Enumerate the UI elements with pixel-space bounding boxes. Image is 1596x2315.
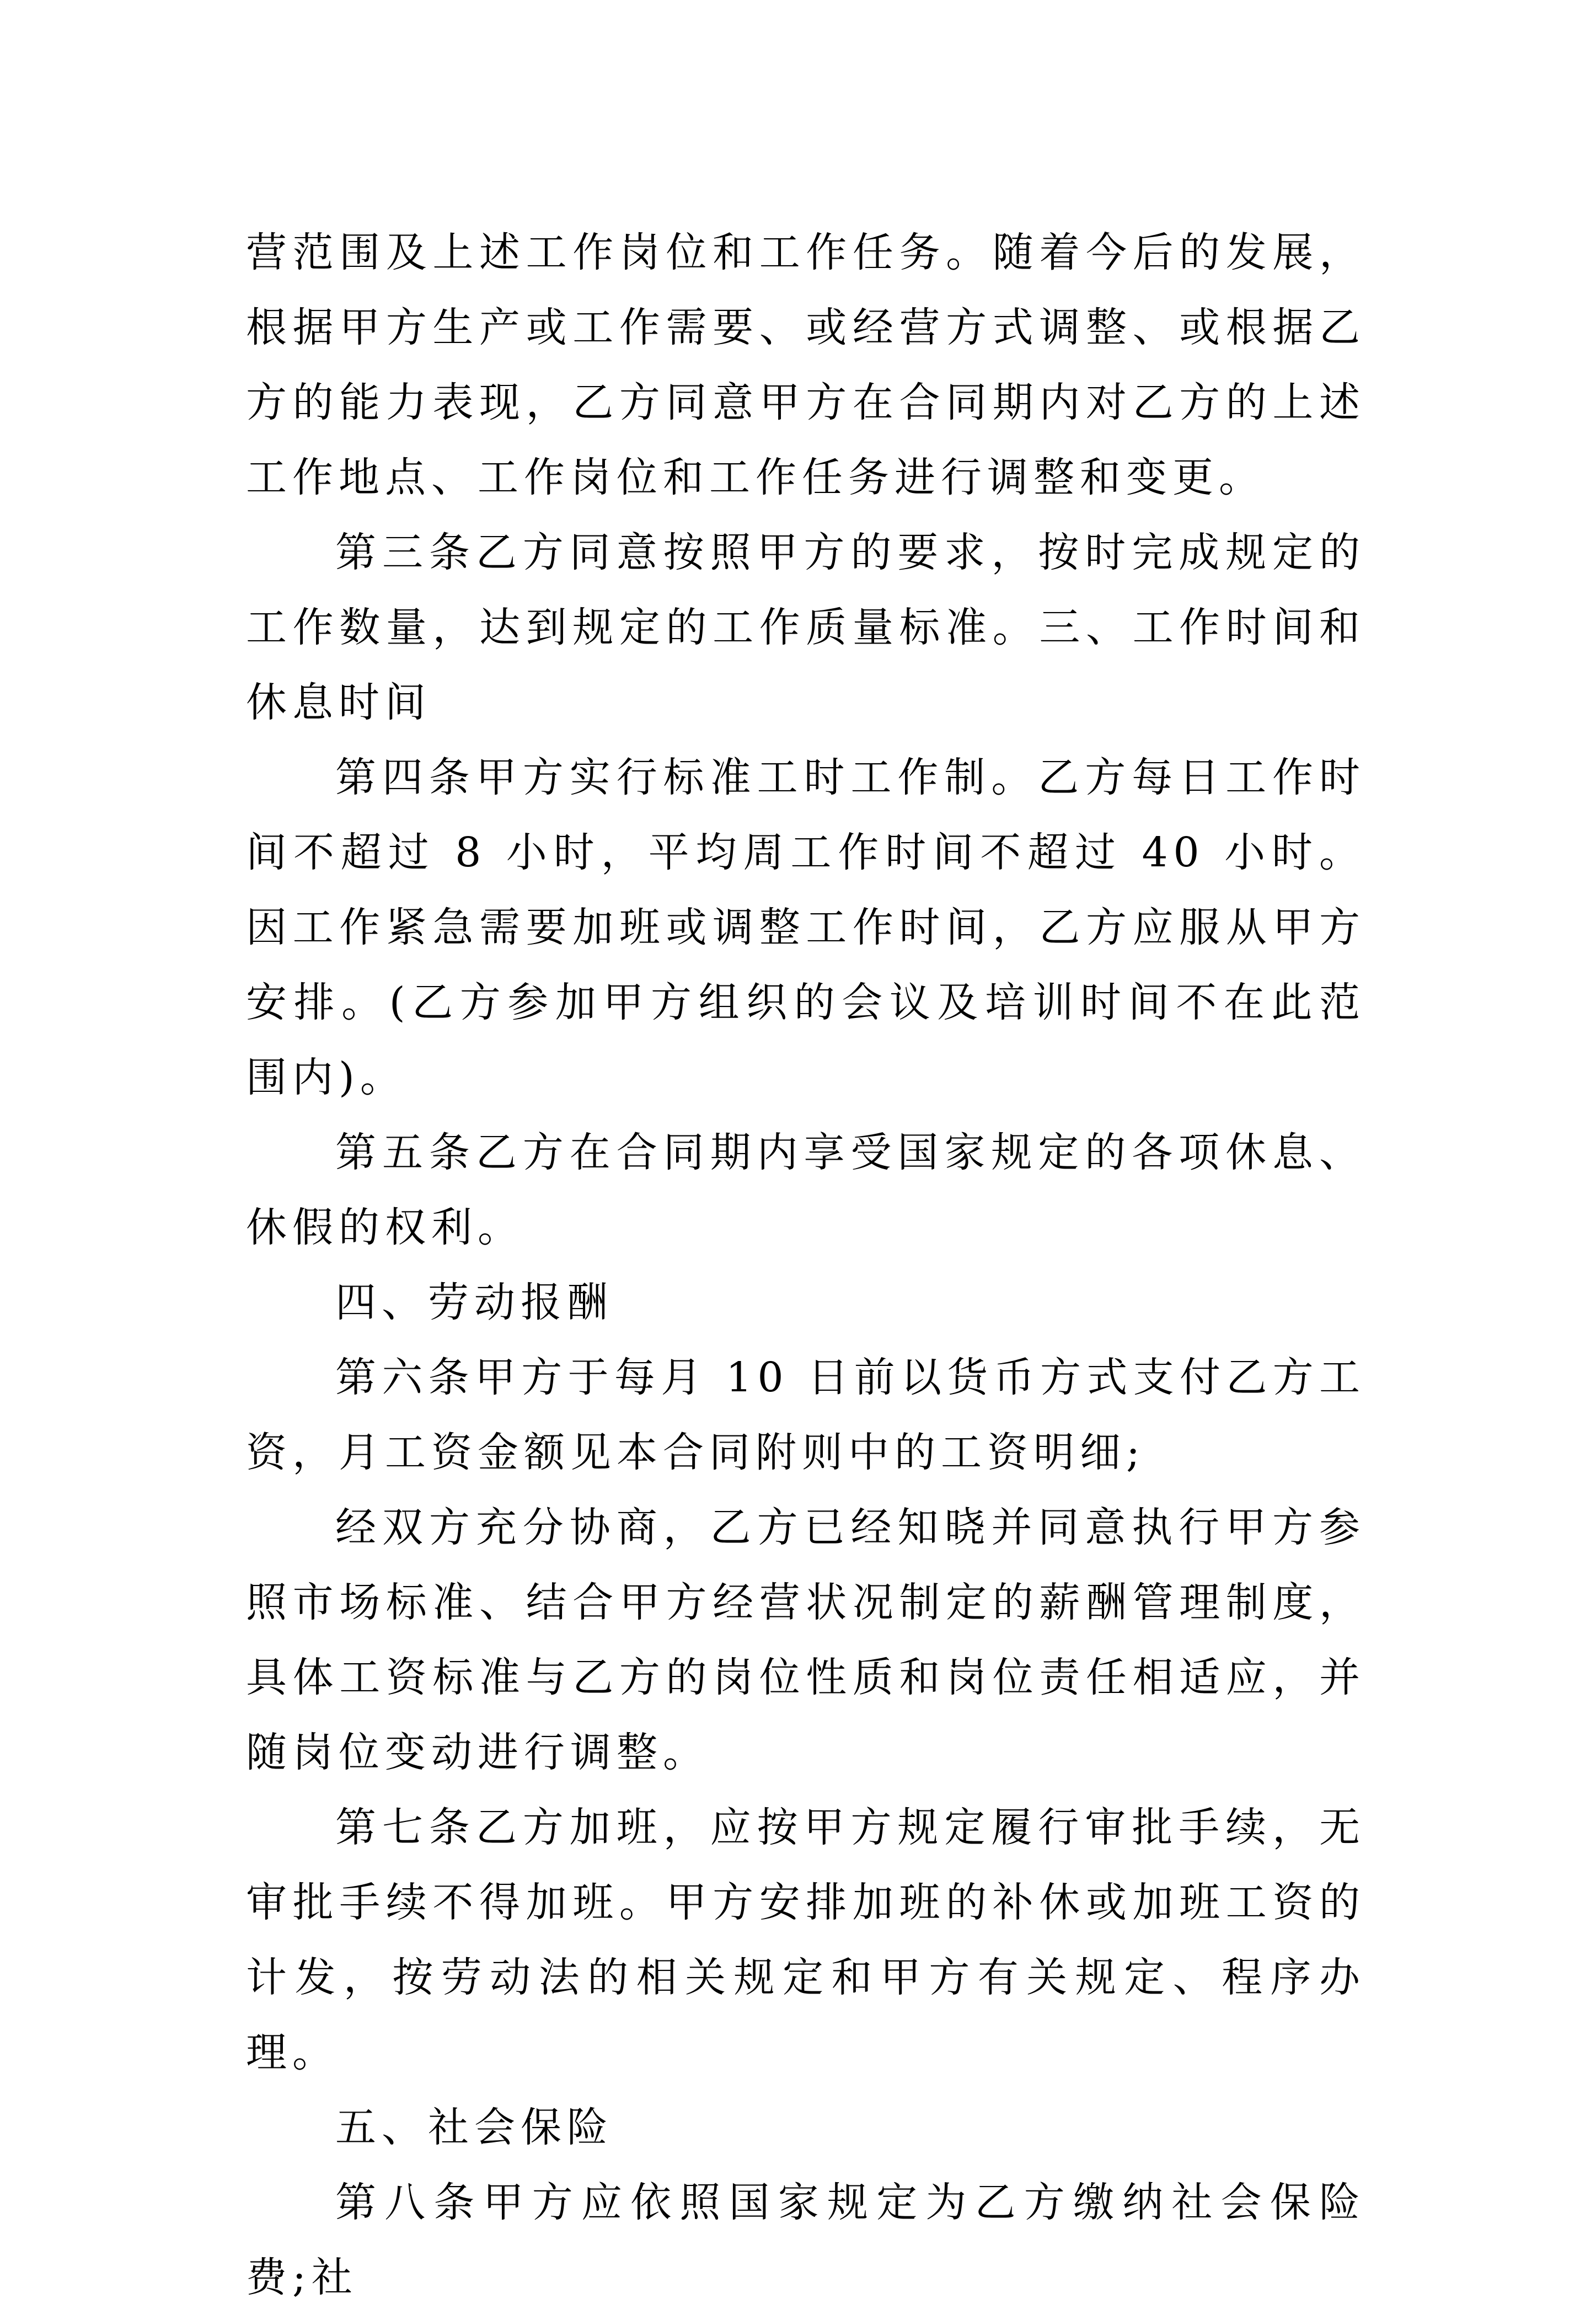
paragraph-article-8: 第八条甲方应依照国家规定为乙方缴纳社会保险费;社 bbox=[246, 2179, 1365, 2301]
section-heading-remuneration: 四、劳动报酬 bbox=[335, 1279, 613, 1326]
paragraph-article-3: 第三条乙方同意按照甲方的要求，按时完成规定的工作数量，达到规定的工作质量标准。三、工作时间和休息时间 bbox=[246, 529, 1365, 726]
paragraph-article-7: 第七条乙方加班，应按甲方规定履行审批手续，无审批手续不得加班。甲方安排加班的补休或加班工资的计发，按劳动法的相关规定和甲方有关规定、程序办理。 bbox=[246, 1804, 1365, 2076]
document-body bbox=[246, 215, 1365, 2315]
paragraph-article-5: 第五条乙方在合同期内享受国家规定的各项休息、休假的权利。 bbox=[246, 1129, 1365, 1251]
paragraph-salary-agreement: 经双方充分协商，乙方已经知晓并同意执行甲方参照市场标准、结合甲方经营状况制定的薪酬管理制度，具体工资标准与乙方的岗位性质和岗位责任相适应，并随岗位变动进行调整。 bbox=[246, 1504, 1365, 1776]
paragraph-article-6: 第六条甲方于每月 10 日前以货币方式支付乙方工资，月工资金额见本合同附则中的工资明细; bbox=[246, 1354, 1365, 1476]
paragraph-continuation: 营范围及上述工作岗位和工作任务。随着今后的发展，根据甲方生产或工作需要、或经营方式调整、或根据乙方的能力表现，乙方同意甲方在合同期内对乙方的上述工作地点、工作岗位和工作任务进行调整和变更。 bbox=[246, 229, 1365, 501]
section-heading-social-insurance: 五、社会保险 bbox=[335, 2104, 613, 2151]
paragraph-article-4: 第四条甲方实行标准工时工作制。乙方每日工作时间不超过 8 小时，平均周工作时间不超过 40 小时。因工作紧急需要加班或调整工作时间，乙方应服从甲方安排。(乙方参加甲方组织的会议及培训时间不在此范围内)。 bbox=[246, 754, 1365, 1101]
